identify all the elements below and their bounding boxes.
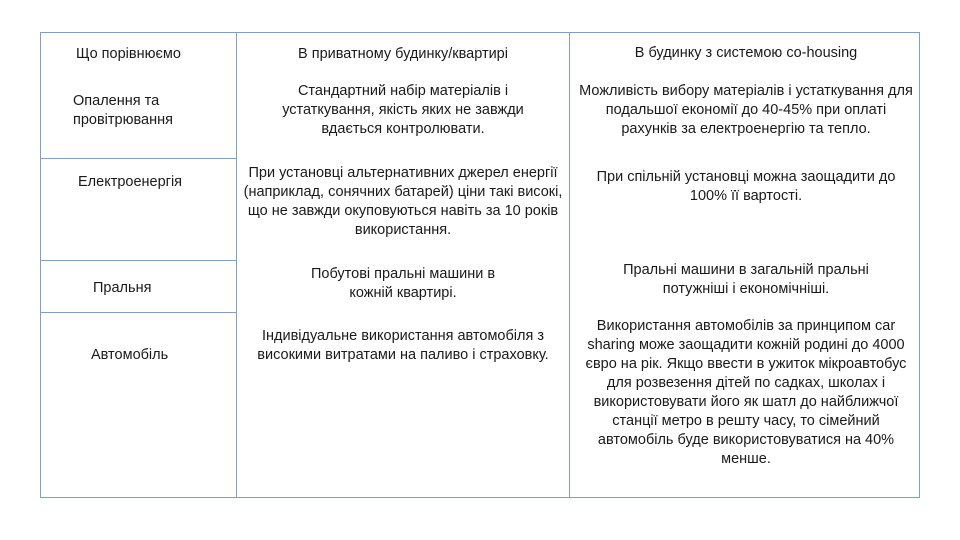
row-heating-private: Стандартний набір матеріалів і устаткування, якість яких не завжди вдається контролювати. (282, 83, 524, 137)
row-divider-2 (40, 260, 236, 261)
row-divider-3 (40, 312, 236, 313)
row-electricity-cohousing: При спільній установці можна заощадити до 100% її вартості. (596, 169, 896, 204)
table-border-top (40, 32, 920, 33)
column-divider-2 (569, 32, 570, 498)
row-label-electricity: Електроенергія (78, 174, 183, 190)
row-laundry-private: Побутові пральні машини в кожній квартирі. (310, 266, 496, 301)
row-laundry-cohousing: Пральні машини в загальній пральні потужніші і економічніші. (623, 262, 869, 297)
comparison-table (40, 32, 920, 498)
header-compare: Що порівнюємо (76, 46, 181, 62)
row-label-heating: Опалення та провітрювання (73, 93, 173, 128)
row-label-laundry: Пральня (93, 280, 152, 296)
row-electricity-private: При установці альтернативних джерел енергії (наприклад, сонячних батарей) ціни такі високі, що не завжди окуповуються навіть за 10 років використання. (243, 165, 563, 238)
row-car-private: Індивідуальне використання автомобіля з високими витратами на паливо і страховку. (257, 328, 549, 363)
column-divider-1 (236, 32, 237, 498)
row-label-car: Автомобіль (91, 347, 169, 363)
row-heating-cohousing: Можливість вибору матеріалів і устаткування для подальшої економії до 40-45% при оплаті рахунків за електроенергію та тепло. (579, 83, 913, 137)
header-cohousing: В будинку з системою co-housing (634, 45, 858, 61)
row-divider-1 (40, 158, 236, 159)
table-border-bottom (40, 497, 920, 498)
header-private: В приватному будинку/квартирі (298, 46, 508, 62)
row-car-cohousing: Використання автомобілів за принципом car sharing може заощадити кожній родині до 4000 євро на рік. Якщо ввести в ужиток мікроавтобус для розвезення дітей по садках, школах і використовувати його як шатл до найближчої станції метро в решту часу, то сімейний автомобіль буде використовуватися на 40% менше. (585, 318, 907, 467)
